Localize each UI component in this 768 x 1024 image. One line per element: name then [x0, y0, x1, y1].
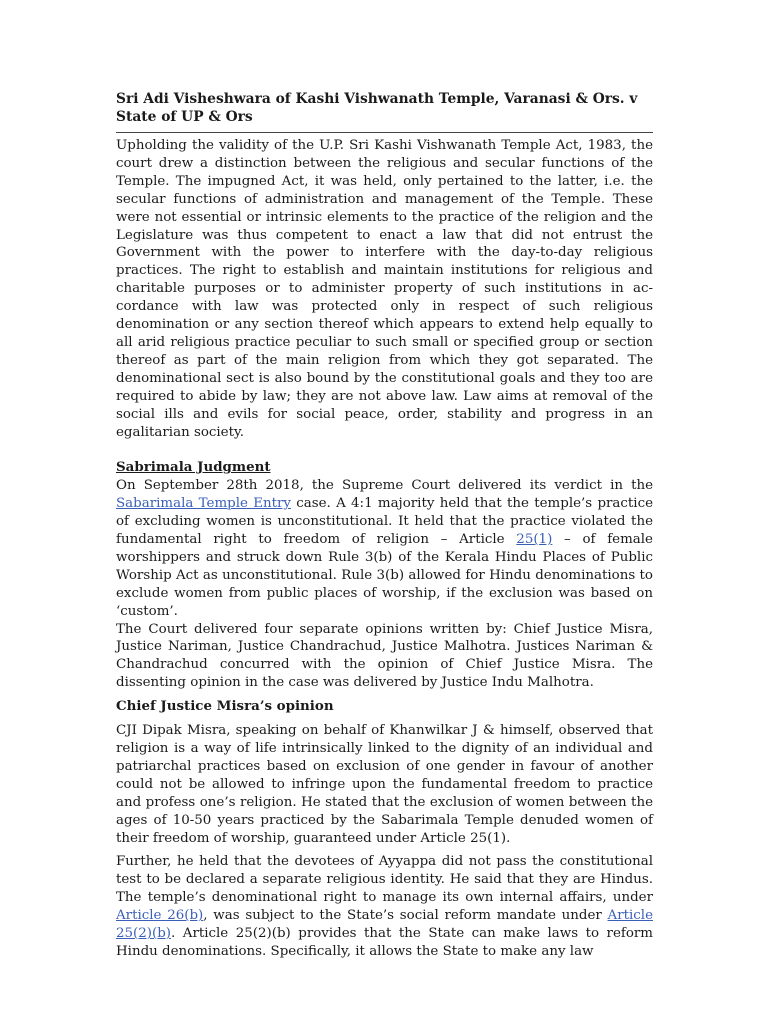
paragraph-ayyappa-devotees	[116, 853, 653, 960]
page-title: Sri Adi Visheshwara of Kashi Vishwanath Temple, Varanasi & Ors. v State of UP & Ors	[116, 91, 638, 125]
link-sabarimala-temple-entry[interactable]: Sabarimala Temple Entry	[116, 496, 291, 512]
paragraph-kashi-vishwanath: Upholding the validity of the U.P. Sri Kashi Vishwanath Temple Act, 1983, the court drew a distinction between the religious and secular functions of the Temple. The impugned Act, it was held, only pertained to the latter, i.e. the secular functions of administration and management of the Temple. These were not essential or intrinsic elements to the practice of the religion and the Legislature was thus competent to enact a law that did not entrust the Government with the power to interfere with the day-to-day religious practices. The right to establish and maintain institutions for religious and charitable purposes or to administer property of such institutions in ac- cordance with law was protected only in respect of such religious denomination or any section thereof which appears to extend help equally to all arid religious practice peculiar to such small or specified group or section thereof as part of the main religion from which they got separated. The denominational sect is also bound by the constitutional goals and they too are required to abide by law; they are not above law. Law aims at removal of the social ills and evils for social peace, order, stability and progress in an egalitarian society.	[116, 138, 653, 440]
document-page	[116, 90, 653, 961]
text-segment: case. A 4:1 majority held that the temple’s practice of excluding women is unconstitutional. It held that the practice violated the fundamental right to freedom of religion – Article	[116, 496, 653, 548]
title-divider	[116, 132, 653, 133]
paragraph-separate-opinions: The Court delivered four separate opinions written by: Chief Justice Misra, Justice Nariman, Justice Chandrachud, Justice Malhotra. Justices Nariman & Chandrachud concurred with the opinion of Chief Justice Misra. The dissenting opinion in the case was delivered by Justice Indu Malhotra.	[116, 621, 653, 691]
link-article-25-2-b[interactable]: Article 25(2)(b)	[116, 908, 653, 942]
spacer	[116, 441, 653, 459]
paragraph-sabarimala-verdict	[116, 477, 653, 620]
link-article-26b[interactable]: Article 26(b)	[116, 908, 204, 924]
text-segment: . Article 25(2)(b) provides that the State can make laws to reform Hindu denominations. Specifically, it allows the State to make any law	[116, 926, 653, 959]
paragraph-cji-misra: CJI Dipak Misra, speaking on behalf of Khanwilkar J & himself, observed that religion is a way of life intrinsically linked to the dignity of an individual and patriarchal practices based on exclusion of one gender in favour of another could not be allowed to infringe upon the fundamental freedom to practice and profess one’s religion. He stated that the exclusion of women between the ages of 10-50 years practiced by the Sabarimala Temple denuded women of their freedom of worship, guaranteed under Article 25(1).	[116, 723, 653, 846]
text-segment: On September 28th 2018, the Supreme Court delivered its verdict in the	[116, 478, 653, 494]
text-segment: , was subject to the State’s social reform mandate under	[203, 908, 608, 924]
text-segment: Further, he held that the devotees of Ayyappa did not pass the constitutional test to be declared a separate religious identity. He said that they are Hindus. The temple’s denominational right to manage its own internal affairs, under	[116, 854, 653, 906]
text-segment: – of female worshippers and struck down Rule 3(b) of the Kerala Hindu Places of Public Worship Act as unconstitutional. Rule 3(b) allowed for Hindu denominations to exclude women from public places of worship, if the exclusion was based on ‘custom’.	[116, 532, 653, 619]
link-article-25-1[interactable]: 25(1)	[516, 532, 553, 548]
heading-sabrimala-judgment: Sabrimala Judgment	[116, 459, 271, 476]
heading-chief-justice-opinion: Chief Justice Misra’s opinion	[116, 698, 334, 715]
